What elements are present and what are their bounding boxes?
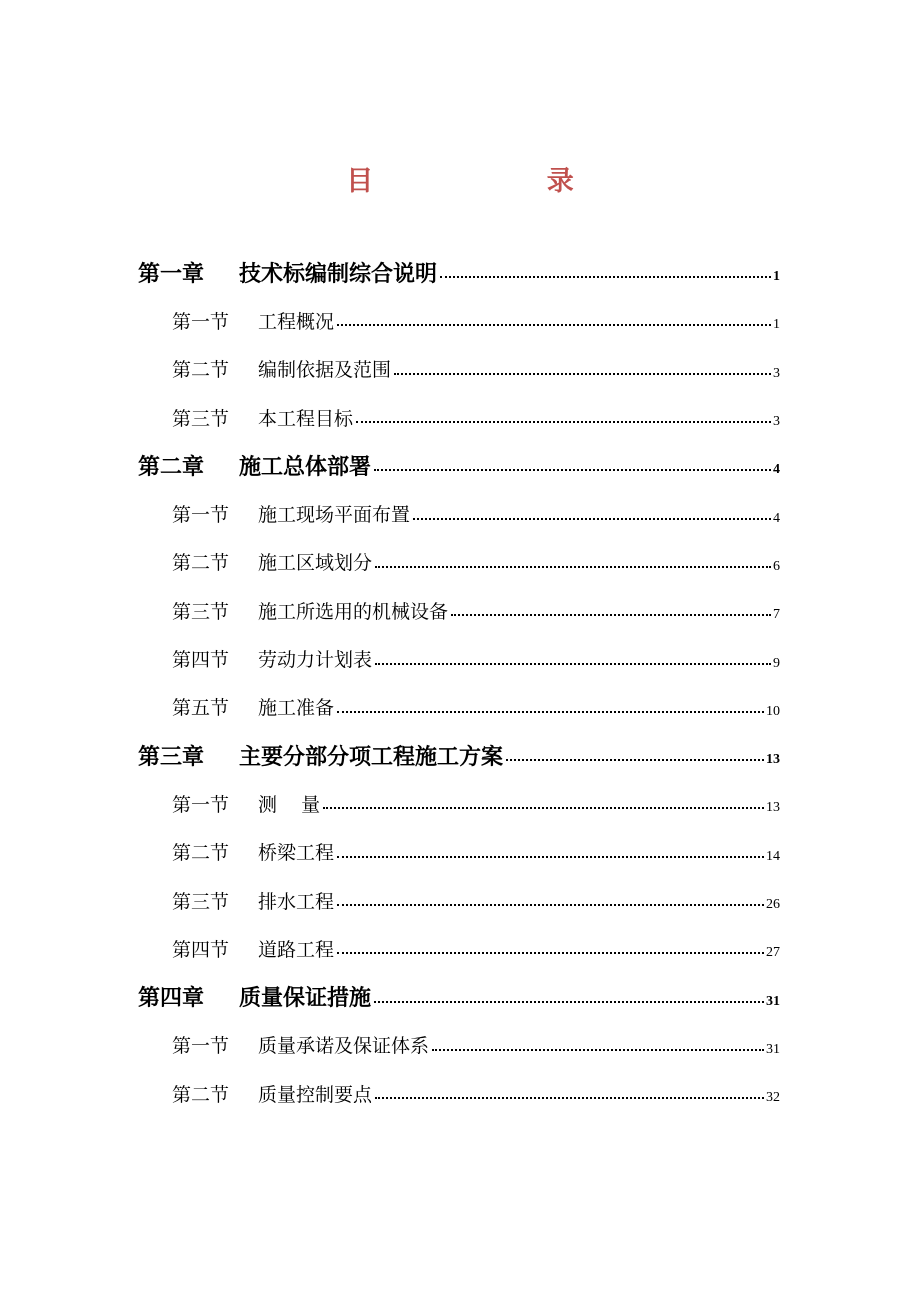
toc-entry-label: 施工所选用的机械设备 — [258, 600, 449, 623]
toc-dot-leader — [394, 373, 771, 375]
toc-section-entry[interactable] — [138, 345, 780, 393]
toc-entry-label: 质量控制要点 — [258, 1083, 373, 1106]
toc-entry-number: 第一节 — [172, 504, 230, 527]
toc-dot-leader — [506, 759, 764, 761]
toc-entry-number: 第四节 — [172, 649, 230, 672]
toc-page-number: 3 — [773, 365, 780, 381]
toc-dot-leader — [323, 807, 764, 809]
toc-entry-number: 第一节 — [172, 310, 230, 333]
toc-chapter-entry[interactable] — [138, 248, 780, 296]
toc-entry-label: 工程概况 — [258, 310, 335, 333]
toc-section-entry[interactable] — [138, 538, 780, 586]
toc-page-number: 10 — [766, 703, 780, 719]
toc-entry-label: 编制依据及范围 — [258, 359, 392, 382]
toc-page-number: 1 — [773, 317, 780, 333]
toc-section-entry[interactable] — [138, 924, 780, 972]
toc-entry-number: 第二章 — [138, 453, 205, 480]
toc-entry-number: 第二节 — [172, 359, 230, 382]
toc-entry-label: 施工区域划分 — [258, 552, 373, 575]
toc-dot-leader — [337, 324, 771, 326]
toc-entry-label: 桥梁工程 — [258, 842, 335, 865]
toc-page-number: 13 — [766, 800, 780, 816]
toc-entry-label: 测 量 — [258, 793, 321, 816]
toc-section-entry[interactable] — [138, 393, 780, 441]
toc-entry-label: 劳动力计划表 — [258, 649, 373, 672]
toc-dot-leader — [432, 1049, 764, 1051]
toc-entry-number: 第一节 — [172, 793, 230, 816]
toc-entry-number: 第四章 — [138, 985, 205, 1012]
toc-entry-label: 技术标编制综合说明 — [239, 260, 438, 287]
toc-entry-number: 第一章 — [138, 260, 205, 287]
toc-section-entry[interactable] — [138, 586, 780, 634]
toc-section-entry[interactable] — [138, 489, 780, 537]
toc-entry-label: 质量保证措施 — [239, 985, 372, 1012]
toc-page-number: 4 — [773, 510, 780, 526]
toc-dot-leader — [356, 421, 771, 423]
toc-entry-number: 第二节 — [172, 552, 230, 575]
toc-entry-number: 第三节 — [172, 600, 230, 623]
toc-page-number: 32 — [766, 1090, 780, 1106]
toc-section-entry[interactable] — [138, 779, 780, 827]
toc-page-number: 13 — [766, 752, 780, 768]
toc-section-entry[interactable] — [138, 683, 780, 731]
toc-entry-label: 施工准备 — [258, 697, 335, 720]
toc-section-entry[interactable] — [138, 1069, 780, 1117]
toc-title: 目 录 — [346, 166, 656, 197]
toc-page-number: 7 — [773, 607, 780, 623]
toc-dot-leader — [337, 952, 764, 954]
toc-page-number: 3 — [773, 414, 780, 430]
toc-entry-number: 第三章 — [138, 743, 205, 770]
toc-entry-number: 第三节 — [172, 890, 230, 913]
toc-chapter-entry[interactable] — [138, 731, 780, 779]
toc-page-number: 1 — [773, 269, 780, 285]
toc-entry-number: 第四节 — [172, 938, 230, 961]
toc-page-number: 6 — [773, 558, 780, 574]
toc-dot-leader — [337, 711, 764, 713]
toc-entry-label: 本工程目标 — [258, 407, 354, 430]
toc-dot-leader — [451, 614, 771, 616]
toc-section-entry[interactable] — [138, 876, 780, 924]
toc-dot-leader — [375, 1097, 764, 1099]
toc-entry-label: 主要分部分项工程施工方案 — [239, 743, 504, 770]
toc-section-entry[interactable] — [138, 1021, 780, 1069]
toc-dot-leader — [413, 518, 771, 520]
toc-entry-number: 第一节 — [172, 1035, 230, 1058]
toc-list — [138, 248, 780, 1117]
toc-entry-number: 第五节 — [172, 697, 230, 720]
toc-entry-number: 第三节 — [172, 407, 230, 430]
toc-entry-label: 排水工程 — [258, 890, 335, 913]
toc-dot-leader — [375, 566, 771, 568]
toc-chapter-entry[interactable] — [138, 972, 780, 1020]
toc-dot-leader — [374, 469, 771, 471]
toc-dot-leader — [375, 663, 771, 665]
toc-dot-leader — [337, 856, 764, 858]
toc-entry-number: 第二节 — [172, 1083, 230, 1106]
toc-entry-label: 道路工程 — [258, 938, 335, 961]
toc-chapter-entry[interactable] — [138, 441, 780, 489]
toc-entry-number: 第二节 — [172, 842, 230, 865]
toc-entry-label: 施工现场平面布置 — [258, 504, 411, 527]
toc-page-number: 9 — [773, 655, 780, 671]
toc-section-entry[interactable] — [138, 634, 780, 682]
toc-entry-label: 质量承诺及保证体系 — [258, 1035, 430, 1058]
toc-entry-label: 施工总体部署 — [239, 453, 372, 480]
toc-page-number: 31 — [766, 1041, 780, 1057]
toc-page-number: 14 — [766, 848, 780, 864]
toc-page-number: 27 — [766, 945, 780, 961]
toc-dot-leader — [440, 276, 771, 278]
toc-dot-leader — [337, 904, 764, 906]
toc-page-number: 26 — [766, 897, 780, 912]
toc-page-number: 31 — [766, 993, 780, 1009]
toc-page-number: 4 — [773, 462, 780, 478]
toc-section-entry[interactable] — [138, 828, 780, 876]
toc-dot-leader — [374, 1001, 764, 1003]
toc-section-entry[interactable] — [138, 296, 780, 344]
